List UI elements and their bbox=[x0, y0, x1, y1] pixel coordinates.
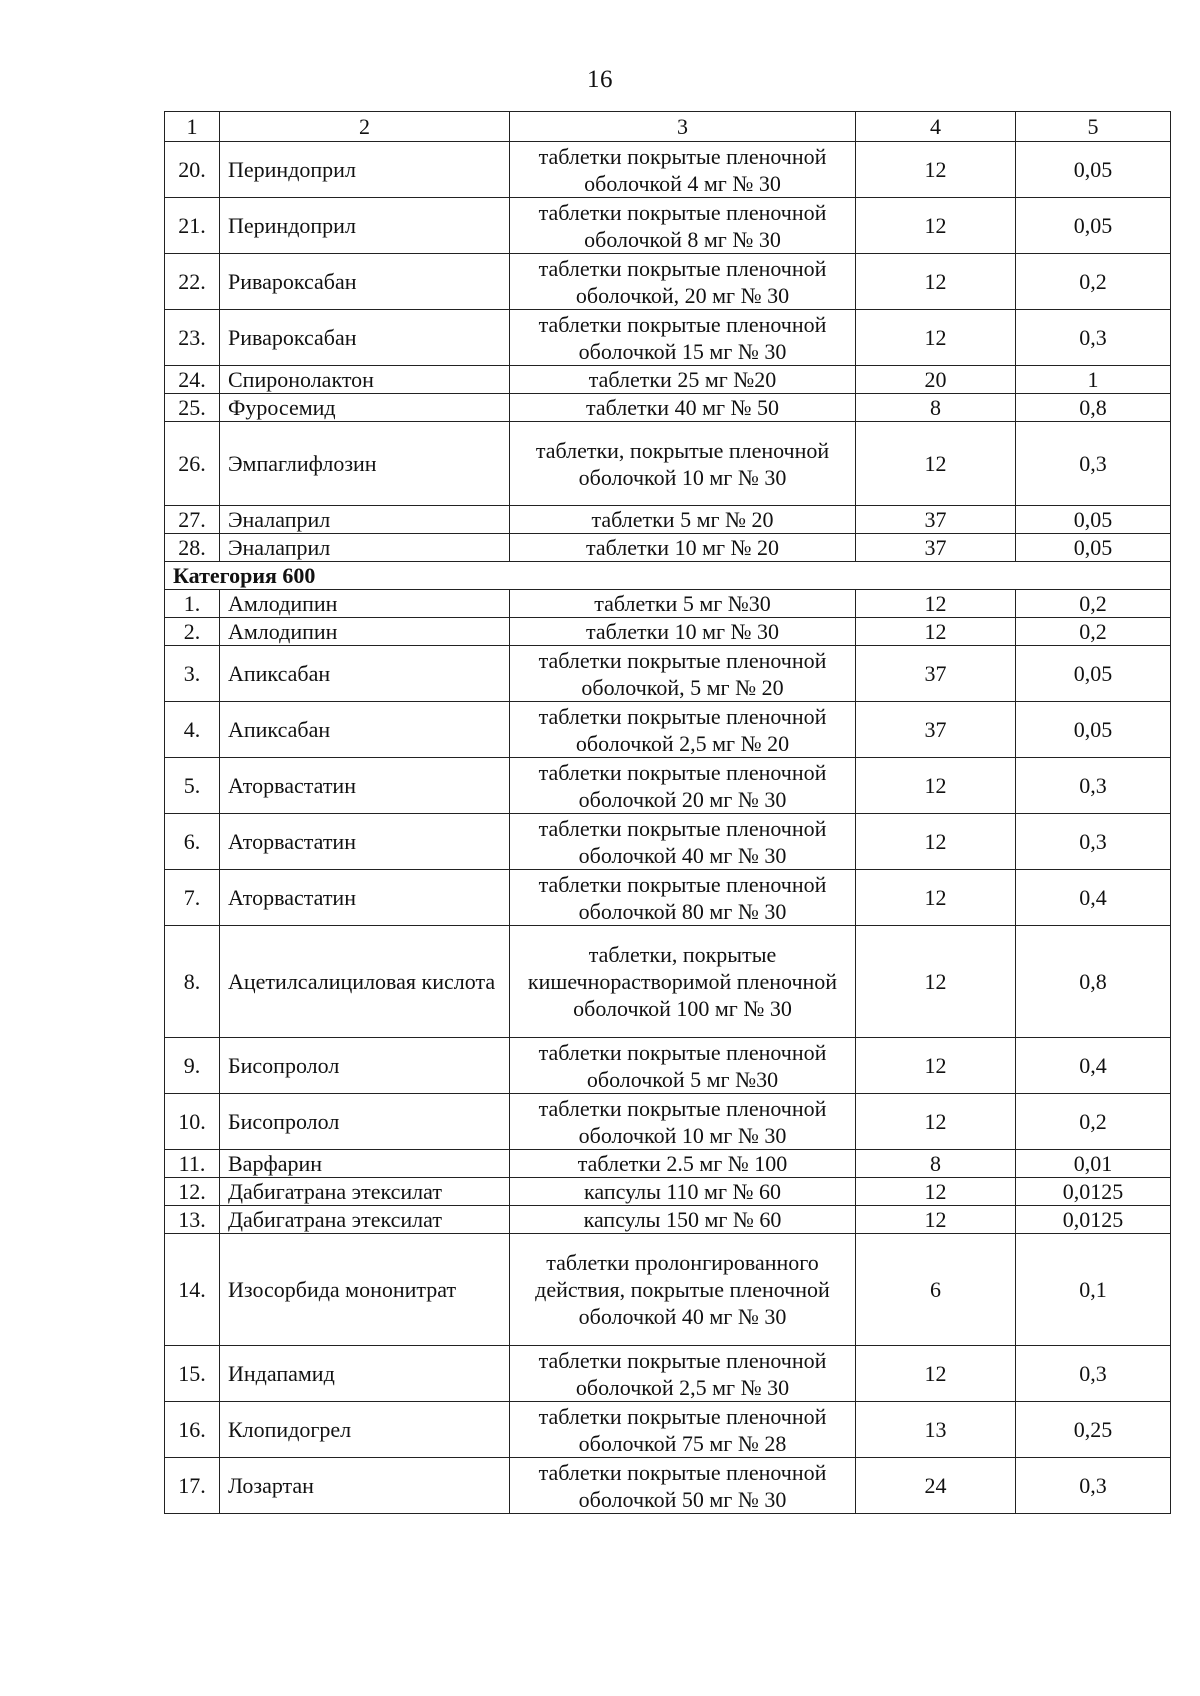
table-row bbox=[165, 422, 1171, 506]
column-4-value: 37 bbox=[856, 646, 1016, 702]
column-5-value: 0,01 bbox=[1016, 1150, 1171, 1178]
drug-name: Эмпаглифлозин bbox=[220, 422, 510, 506]
table-row bbox=[165, 198, 1171, 254]
drug-name: Индапамид bbox=[220, 1346, 510, 1402]
column-4-value: 12 bbox=[856, 142, 1016, 198]
column-5-value: 0,05 bbox=[1016, 702, 1171, 758]
dosage-form: таблетки покрытые пленочной оболочкой, 20 мг № 30 bbox=[510, 254, 856, 310]
column-4-value: 12 bbox=[856, 198, 1016, 254]
drug-name: Апиксабан bbox=[220, 702, 510, 758]
drug-name: Аторвастатин bbox=[220, 870, 510, 926]
row-number: 22. bbox=[165, 254, 220, 310]
dosage-form: таблетки покрытые пленочной оболочкой 4 мг № 30 bbox=[510, 142, 856, 198]
row-number: 25. bbox=[165, 394, 220, 422]
table-row bbox=[165, 1038, 1171, 1094]
table-row bbox=[165, 142, 1171, 198]
drug-name: Ривароксабан bbox=[220, 310, 510, 366]
table-row bbox=[165, 534, 1171, 562]
column-4-value: 12 bbox=[856, 870, 1016, 926]
row-number: 7. bbox=[165, 870, 220, 926]
table-row bbox=[165, 618, 1171, 646]
column-4-value: 12 bbox=[856, 422, 1016, 506]
column-5-value: 0,0125 bbox=[1016, 1206, 1171, 1234]
column-5-value: 0,3 bbox=[1016, 422, 1171, 506]
dosage-form: капсулы 150 мг № 60 bbox=[510, 1206, 856, 1234]
drug-table bbox=[164, 111, 1171, 1514]
row-number: 14. bbox=[165, 1234, 220, 1346]
table-row bbox=[165, 366, 1171, 394]
drug-name: Аторвастатин bbox=[220, 814, 510, 870]
dosage-form: таблетки покрытые пленочной оболочкой 75 мг № 28 bbox=[510, 1402, 856, 1458]
dosage-form: таблетки пролонгированного действия, покрытые пленочной оболочкой 40 мг № 30 bbox=[510, 1234, 856, 1346]
drug-name: Эналаприл bbox=[220, 534, 510, 562]
row-number: 6. bbox=[165, 814, 220, 870]
dosage-form: таблетки 40 мг № 50 bbox=[510, 394, 856, 422]
dosage-form: капсулы 110 мг № 60 bbox=[510, 1178, 856, 1206]
drug-name: Амлодипин bbox=[220, 590, 510, 618]
column-5-value: 0,05 bbox=[1016, 646, 1171, 702]
header-cell: 2 bbox=[220, 112, 510, 142]
dosage-form: таблетки покрытые пленочной оболочкой 2,5 мг № 20 bbox=[510, 702, 856, 758]
column-4-value: 37 bbox=[856, 506, 1016, 534]
column-5-value: 0,3 bbox=[1016, 1458, 1171, 1514]
table-row bbox=[165, 1206, 1171, 1234]
column-4-value: 8 bbox=[856, 394, 1016, 422]
column-5-value: 0,05 bbox=[1016, 142, 1171, 198]
table-row bbox=[165, 702, 1171, 758]
row-number: 8. bbox=[165, 926, 220, 1038]
row-number: 11. bbox=[165, 1150, 220, 1178]
row-number: 23. bbox=[165, 310, 220, 366]
dosage-form: таблетки, покрытые пленочной оболочкой 10 мг № 30 bbox=[510, 422, 856, 506]
column-5-value: 0,0125 bbox=[1016, 1178, 1171, 1206]
column-4-value: 12 bbox=[856, 758, 1016, 814]
drug-name: Периндоприл bbox=[220, 198, 510, 254]
drug-name: Варфарин bbox=[220, 1150, 510, 1178]
dosage-form: таблетки 2.5 мг № 100 bbox=[510, 1150, 856, 1178]
column-5-value: 0,4 bbox=[1016, 1038, 1171, 1094]
table-row bbox=[165, 814, 1171, 870]
row-number: 9. bbox=[165, 1038, 220, 1094]
column-4-value: 12 bbox=[856, 1346, 1016, 1402]
page-number: 16 bbox=[587, 66, 613, 93]
header-cell: 3 bbox=[510, 112, 856, 142]
column-4-value: 12 bbox=[856, 1178, 1016, 1206]
drug-name: Фуросемид bbox=[220, 394, 510, 422]
category-row bbox=[165, 562, 1171, 590]
table-row bbox=[165, 1346, 1171, 1402]
drug-name: Бисопролол bbox=[220, 1094, 510, 1150]
dosage-form: таблетки покрытые пленочной оболочкой 5 мг №30 bbox=[510, 1038, 856, 1094]
column-5-value: 0,8 bbox=[1016, 926, 1171, 1038]
column-4-value: 12 bbox=[856, 590, 1016, 618]
dosage-form: таблетки 10 мг № 30 bbox=[510, 618, 856, 646]
dosage-form: таблетки покрытые пленочной оболочкой 20 мг № 30 bbox=[510, 758, 856, 814]
drug-name: Ривароксабан bbox=[220, 254, 510, 310]
column-4-value: 24 bbox=[856, 1458, 1016, 1514]
table-row bbox=[165, 1094, 1171, 1150]
column-4-value: 8 bbox=[856, 1150, 1016, 1178]
column-4-value: 12 bbox=[856, 310, 1016, 366]
column-4-value: 12 bbox=[856, 1206, 1016, 1234]
dosage-form: таблетки, покрытые кишечнорастворимой пленочной оболочкой 100 мг № 30 bbox=[510, 926, 856, 1038]
row-number: 2. bbox=[165, 618, 220, 646]
header-cell: 1 bbox=[165, 112, 220, 142]
dosage-form: таблетки покрытые пленочной оболочкой 8 мг № 30 bbox=[510, 198, 856, 254]
drug-name: Периндоприл bbox=[220, 142, 510, 198]
dosage-form: таблетки покрытые пленочной оболочкой 10 мг № 30 bbox=[510, 1094, 856, 1150]
dosage-form: таблетки покрытые пленочной оболочкой, 5 мг № 20 bbox=[510, 646, 856, 702]
row-number: 4. bbox=[165, 702, 220, 758]
column-4-value: 12 bbox=[856, 814, 1016, 870]
row-number: 10. bbox=[165, 1094, 220, 1150]
table-row bbox=[165, 1178, 1171, 1206]
row-number: 21. bbox=[165, 198, 220, 254]
table-row bbox=[165, 646, 1171, 702]
column-4-value: 12 bbox=[856, 1038, 1016, 1094]
header-cell: 4 bbox=[856, 112, 1016, 142]
table-row bbox=[165, 926, 1171, 1038]
column-5-value: 0,25 bbox=[1016, 1402, 1171, 1458]
column-4-value: 12 bbox=[856, 926, 1016, 1038]
row-number: 5. bbox=[165, 758, 220, 814]
drug-name: Апиксабан bbox=[220, 646, 510, 702]
column-4-value: 6 bbox=[856, 1234, 1016, 1346]
row-number: 27. bbox=[165, 506, 220, 534]
column-5-value: 0,3 bbox=[1016, 814, 1171, 870]
row-number: 26. bbox=[165, 422, 220, 506]
row-number: 15. bbox=[165, 1346, 220, 1402]
dosage-form: таблетки покрытые пленочной оболочкой 40 мг № 30 bbox=[510, 814, 856, 870]
drug-name: Аторвастатин bbox=[220, 758, 510, 814]
table-row bbox=[165, 758, 1171, 814]
dosage-form: таблетки покрытые пленочной оболочкой 80 мг № 30 bbox=[510, 870, 856, 926]
column-4-value: 12 bbox=[856, 1094, 1016, 1150]
column-4-value: 37 bbox=[856, 702, 1016, 758]
table-row bbox=[165, 1150, 1171, 1178]
table-row bbox=[165, 254, 1171, 310]
row-number: 28. bbox=[165, 534, 220, 562]
column-5-value: 0,3 bbox=[1016, 310, 1171, 366]
row-number: 13. bbox=[165, 1206, 220, 1234]
category-label: Категория 600 bbox=[165, 562, 1171, 590]
table-row bbox=[165, 394, 1171, 422]
drug-name: Клопидогрел bbox=[220, 1402, 510, 1458]
drug-name: Дабигатрана этексилат bbox=[220, 1206, 510, 1234]
row-number: 3. bbox=[165, 646, 220, 702]
column-5-value: 0,2 bbox=[1016, 254, 1171, 310]
row-number: 16. bbox=[165, 1402, 220, 1458]
column-5-value: 1 bbox=[1016, 366, 1171, 394]
row-number: 12. bbox=[165, 1178, 220, 1206]
column-5-value: 0,3 bbox=[1016, 758, 1171, 814]
column-5-value: 0,05 bbox=[1016, 534, 1171, 562]
row-number: 20. bbox=[165, 142, 220, 198]
row-number: 24. bbox=[165, 366, 220, 394]
dosage-form: таблетки покрытые пленочной оболочкой 15 мг № 30 bbox=[510, 310, 856, 366]
column-5-value: 0,05 bbox=[1016, 506, 1171, 534]
column-5-value: 0,3 bbox=[1016, 1346, 1171, 1402]
table-header-row bbox=[165, 112, 1171, 142]
dosage-form: таблетки 10 мг № 20 bbox=[510, 534, 856, 562]
column-4-value: 12 bbox=[856, 618, 1016, 646]
dosage-form: таблетки 5 мг №30 bbox=[510, 590, 856, 618]
column-4-value: 20 bbox=[856, 366, 1016, 394]
column-5-value: 0,1 bbox=[1016, 1234, 1171, 1346]
drug-name: Ацетилсалициловая кислота bbox=[220, 926, 510, 1038]
dosage-form: таблетки 5 мг № 20 bbox=[510, 506, 856, 534]
row-number: 17. bbox=[165, 1458, 220, 1514]
column-5-value: 0,4 bbox=[1016, 870, 1171, 926]
dosage-form: таблетки 25 мг №20 bbox=[510, 366, 856, 394]
table-row bbox=[165, 310, 1171, 366]
dosage-form: таблетки покрытые пленочной оболочкой 2,5 мг № 30 bbox=[510, 1346, 856, 1402]
table-row bbox=[165, 1458, 1171, 1514]
table-row bbox=[165, 506, 1171, 534]
column-5-value: 0,8 bbox=[1016, 394, 1171, 422]
table-row bbox=[165, 590, 1171, 618]
column-5-value: 0,2 bbox=[1016, 1094, 1171, 1150]
column-4-value: 12 bbox=[856, 254, 1016, 310]
drug-name: Эналаприл bbox=[220, 506, 510, 534]
table-row bbox=[165, 1402, 1171, 1458]
header-cell: 5 bbox=[1016, 112, 1171, 142]
drug-name: Амлодипин bbox=[220, 618, 510, 646]
column-4-value: 13 bbox=[856, 1402, 1016, 1458]
drug-name: Дабигатрана этексилат bbox=[220, 1178, 510, 1206]
row-number: 1. bbox=[165, 590, 220, 618]
drug-name: Лозартан bbox=[220, 1458, 510, 1514]
column-5-value: 0,2 bbox=[1016, 618, 1171, 646]
column-5-value: 0,2 bbox=[1016, 590, 1171, 618]
drug-name: Бисопролол bbox=[220, 1038, 510, 1094]
drug-name: Изосорбида мононитрат bbox=[220, 1234, 510, 1346]
column-4-value: 37 bbox=[856, 534, 1016, 562]
drug-table-body bbox=[165, 112, 1171, 1514]
table-row bbox=[165, 870, 1171, 926]
dosage-form: таблетки покрытые пленочной оболочкой 50 мг № 30 bbox=[510, 1458, 856, 1514]
table-row bbox=[165, 1234, 1171, 1346]
drug-name: Спиронолактон bbox=[220, 366, 510, 394]
column-5-value: 0,05 bbox=[1016, 198, 1171, 254]
